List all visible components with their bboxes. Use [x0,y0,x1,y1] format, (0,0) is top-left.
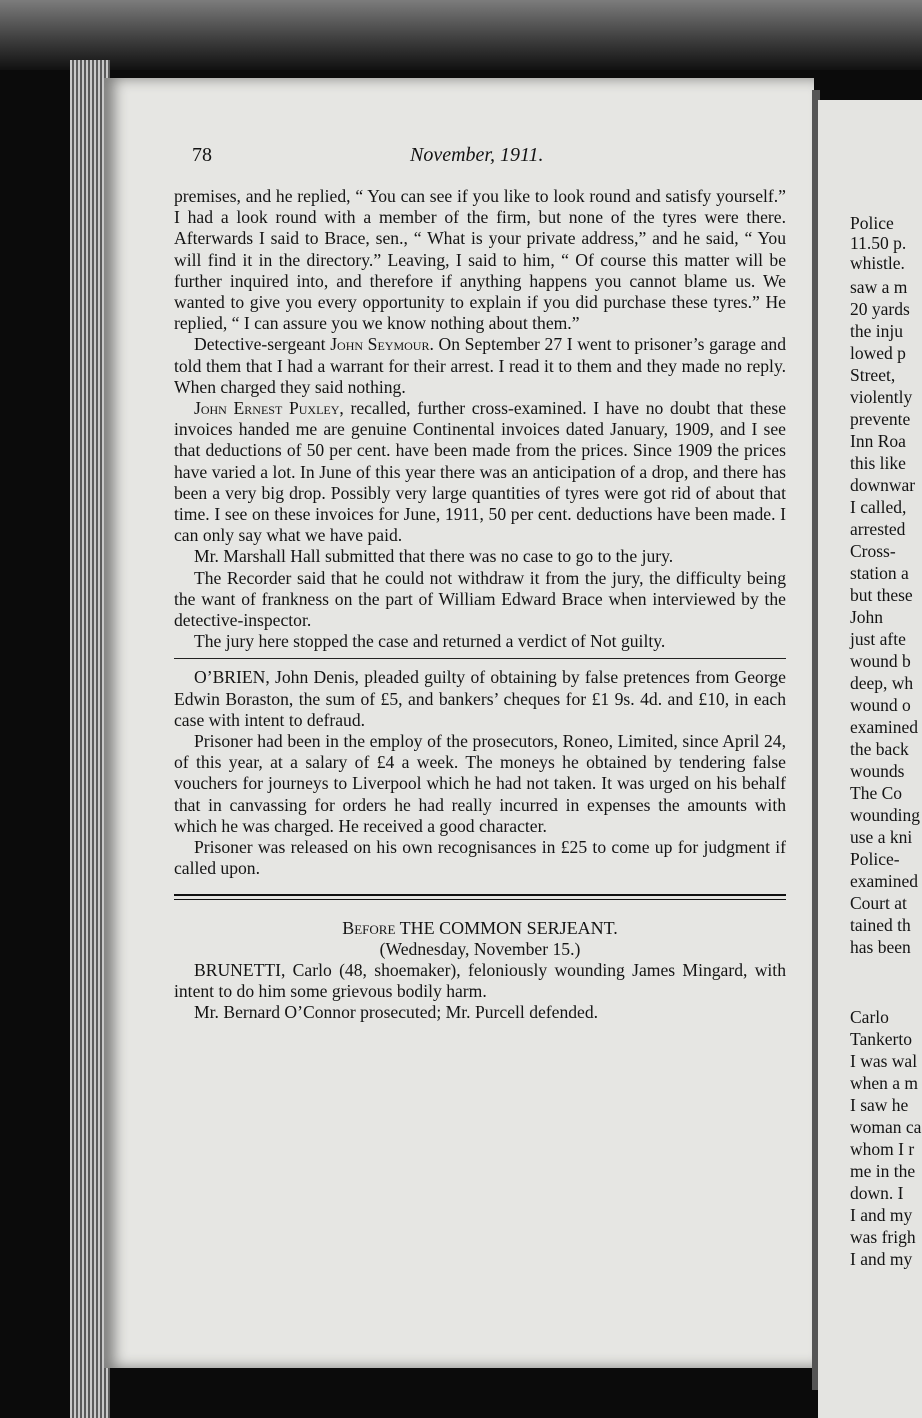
next-page-line: use a kni [850,827,913,847]
paragraph: The Recorder said that he could not withdraw it from the jury, the difficulty being the want of frankness on the part of William Edward Brace when interviewed by the detective-inspector. [174,567,786,631]
next-page-line: I and my [850,1249,913,1269]
case-entry: BRUNETTI, Carlo (48, shoemaker), feloniously wounding James Mingard, with intent to do him some grievous bodily harm. [174,959,786,1002]
next-page-line: station a [850,563,909,583]
next-page-line: 20 yards [850,299,910,319]
next-page-line: me in the [850,1161,916,1181]
next-page-line: wound o [850,695,911,715]
next-page-line: Police [850,213,894,233]
next-page-line: tained th [850,915,911,935]
scan-background [0,0,922,70]
next-page-line: Court at [850,893,907,913]
speaker-prefix: Detective-sergeant [194,334,331,355]
paragraph: Mr. Marshall Hall submitted that there was no case to go to the jury. [194,546,674,567]
next-page-line: saw a m [850,277,908,297]
heading-court: THE COMMON SERJEANT. [399,917,618,938]
next-page-line: woman ca [850,1117,922,1137]
next-page-line: when a m [850,1073,919,1093]
next-page-line: The Co [850,783,903,803]
heading-before: Before [342,917,396,938]
next-page-line: I was wal [850,1051,918,1071]
next-page-line: the back [850,739,909,759]
next-page-line: Carlo [850,1007,889,1027]
next-page-line: arrested [850,519,906,539]
section-divider [174,894,786,900]
next-page-line: this like [850,453,906,473]
paragraph [174,334,786,398]
page-number: 78 [192,144,212,166]
next-page-line: I called, [850,497,907,517]
next-page-line: Tankerto [850,1029,912,1049]
running-head-text: November, 1911. [410,144,544,166]
next-page-line: but these [850,585,913,605]
next-page-line: wounding [850,805,920,825]
next-page-line: Police- [850,849,900,869]
case-divider [174,658,786,659]
next-page-line: has been [850,937,911,957]
next-page-line: examined [850,871,919,891]
next-page-line: examined [850,717,919,737]
paragraph: The jury here stopped the case and returned a verdict of Not guilty. [194,631,666,652]
paragraph [174,398,786,546]
page-body [174,186,786,1024]
testimony-text: . On September 27 I went to prisoner’s garage and told them that I had a warrant for their arrest. I read it to them and they made no reply. When charged they said nothing. [174,334,787,397]
running-head [410,144,544,167]
next-page-line: down. I [850,1183,904,1203]
next-page-line: just afte [850,629,906,649]
next-page-line: Street, [850,365,896,385]
paragraph: Mr. Bernard O’Connor prosecuted; Mr. Purcell defended. [194,1002,599,1023]
next-page-line: Inn Roa [850,431,906,451]
next-page-line: was frigh [850,1227,916,1247]
witness-name: John Seymour [330,334,430,355]
next-page-line: wound b [850,651,911,671]
paragraph: Prisoner had been in the employ of the prosecutors, Roneo, Limited, since April 24, of this year, at a salary of £4 a week. The moneys he obtained by tendering false vouchers for journeys to Liverpool which he had not taken. It was urged on his behalf that in canvassing for orders he had really incurred in expenses the amounts with which he was charged. He received a good character. [174,731,786,836]
next-page-line: prevente [850,409,911,429]
left-page [104,78,814,1368]
testimony-text: , recalled, further cross-examined. I have no doubt that these invoices handed me are genuine Continental invoices dated January, 1909, and I see that deductions of 50 per cent. have been made from the prices. Since 1909 the prices have varied a lot. In June of this year there was an anticipation of a drop, and there has been a very big drop. Possibly very large quantities of tyres were got rid of about that time. I see on these invoices for June, 1911, 50 per cent. deductions have been made. I can only say what we have paid. [174,398,786,546]
next-page-line: deep, wh [850,673,914,693]
next-page-line: I and my [850,1205,913,1225]
witness-name: John Ernest Puxley [194,398,340,419]
next-page-line: the inju [850,321,903,341]
next-page-line: Cross- [850,541,896,561]
next-page-line: whistle. [850,253,905,273]
next-page-line: whom I r [850,1139,915,1159]
sitting-date: (Wednesday, November 15.) [379,938,581,959]
paragraph: premises, and he replied, “ You can see if you like to look round and satisfy yourself.” I had a look round with a member of the firm, but none of the tyres were there. Afterwards I said to Brace, sen., “ What is your private address,” and he said, “ You will find it in the directory.” Leaving, I said to him, “ Of course this matter will be further inquired into, and therefore if anything happens you cannot blame us. We wanted to give you every opportunity to explain if you did purchase these tyres.” He replied, “ I can assure you we know nothing about them.” [174,186,786,334]
next-page-line: downwar [850,475,916,495]
next-page-line: violently [850,387,913,407]
paragraph: Prisoner was released on his own recognisances in £25 to come up for judgment if called upon. [174,837,786,879]
next-page-line: 11.50 p. [850,233,907,253]
next-page-line: wounds [850,761,905,781]
next-page-line: I saw he [850,1095,909,1115]
section-heading [174,918,786,939]
next-page-line: John [850,607,884,627]
next-page-line: lowed p [850,343,906,363]
right-page-fragment [818,100,922,1418]
case-entry: O’BRIEN, John Denis, pleaded guilty of obtaining by false pretences from George Edwin Boraston, the sum of £5, and bankers’ cheques for £1 9s. 4d. and £10, in each case with intent to defraud. [174,667,786,730]
